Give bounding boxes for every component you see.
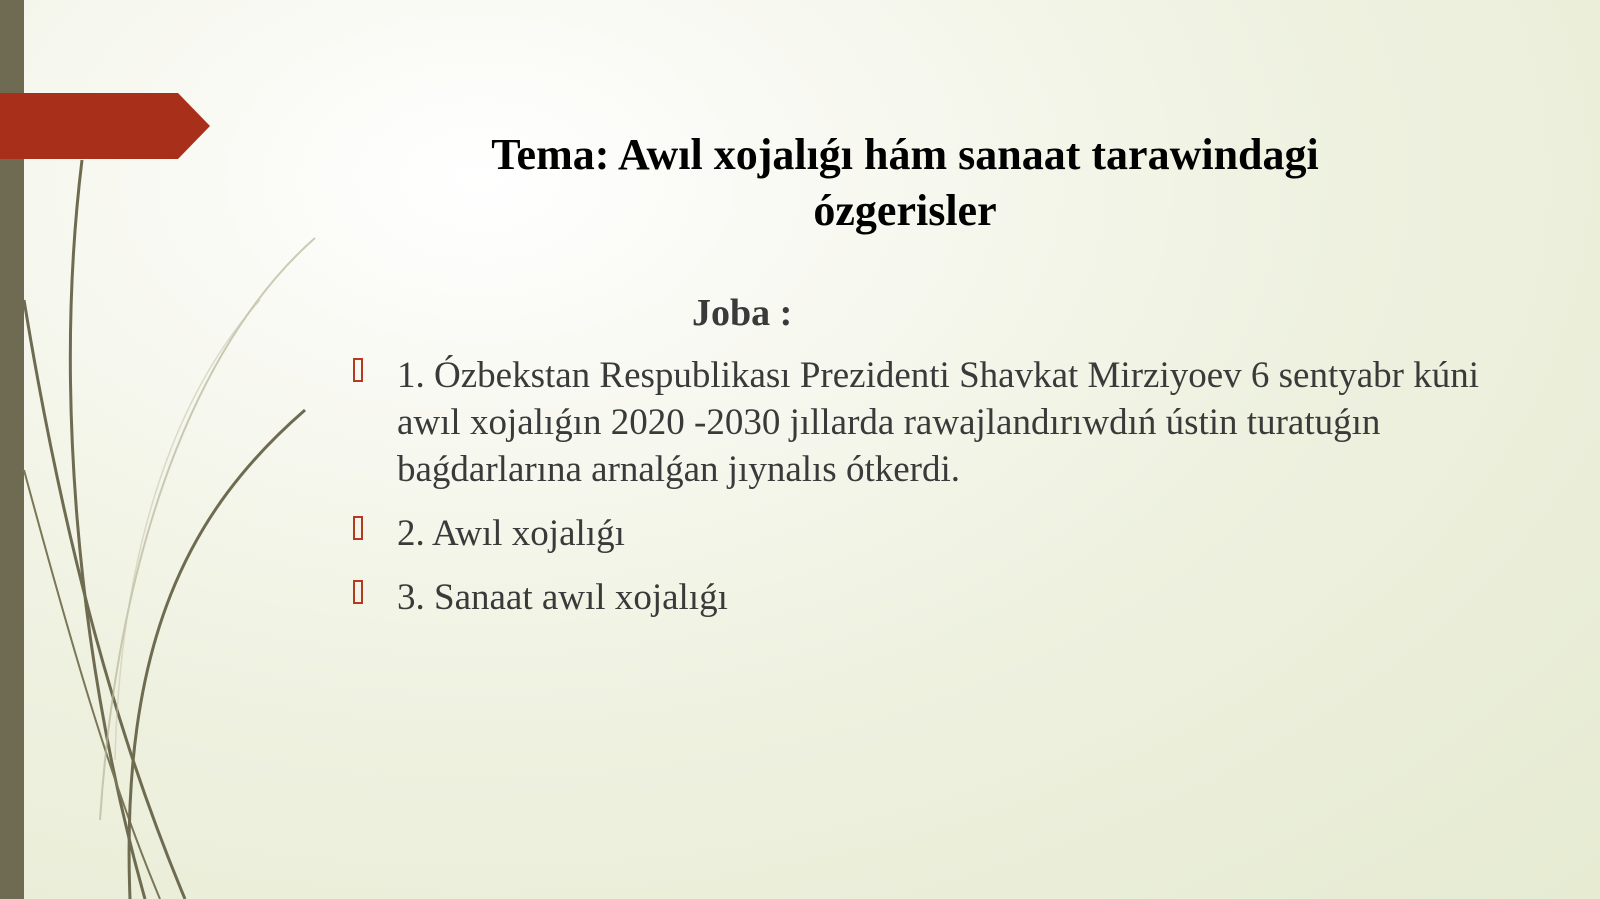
bullet-icon bbox=[353, 516, 363, 540]
list-item-text: 2. Awıl xojalıǵı bbox=[397, 513, 625, 554]
list-item-text: 3. Sanaat awıl xojalıǵı bbox=[397, 577, 728, 618]
bullet-list bbox=[350, 352, 1520, 638]
bullet-icon bbox=[353, 358, 363, 382]
ribbon-arrow-icon bbox=[0, 93, 210, 159]
list-item bbox=[350, 510, 1520, 557]
slide-title: Tema: Awıl xojalıǵı hám sanaat tarawindagi ózgerisler bbox=[491, 130, 1319, 235]
list-item bbox=[350, 574, 1520, 621]
slide-subtitle: Joba : bbox=[692, 292, 793, 334]
bullet-icon bbox=[353, 580, 363, 604]
list-item bbox=[350, 352, 1520, 493]
list-item-text: 1. Ózbekstan Respublikası Prezidenti Shavkat Mirziyoev 6 sentyabr kúni awıl xojalıǵın 2020 -2030 jıllarda rawajlandırıwdıń ústin turatuǵın baǵdarlarına arnalǵan jıynalıs ótkerdi. bbox=[397, 355, 1480, 490]
